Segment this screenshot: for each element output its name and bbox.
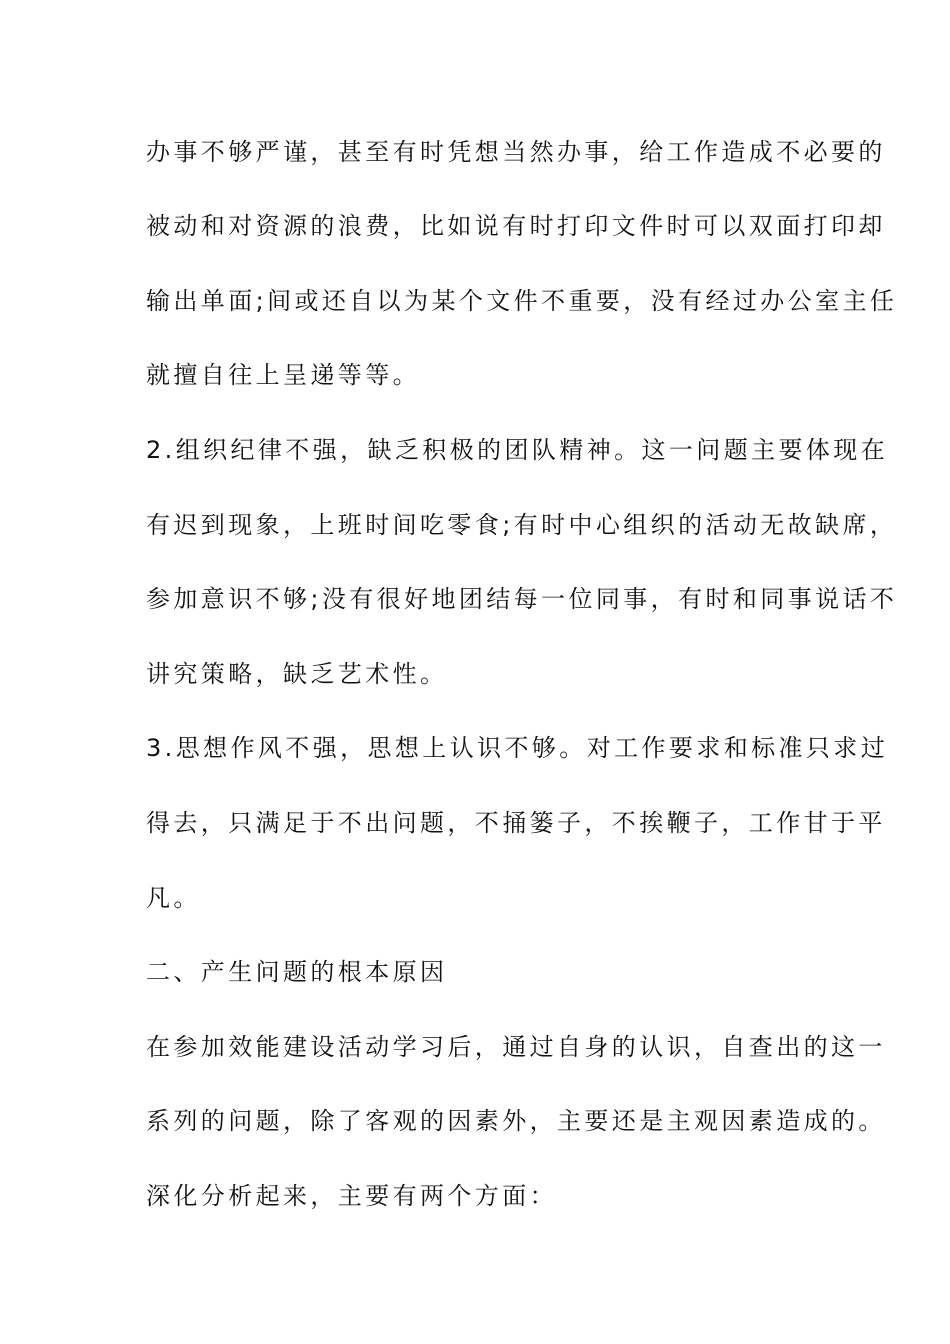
text-line: 系列的问题，除了客观的因素外，主要还是主观因素造成的。 (146, 1107, 886, 1135)
text-line: 讲究策略，缺乏艺术性。 (146, 660, 448, 688)
text-line: 参加意识不够;没有很好地团结每一位同事，有时和同事说话不 (146, 585, 898, 613)
text-line: 就擅自往上呈递等等。 (146, 361, 420, 389)
text-line: 2.组织纪律不强，缺乏积极的团队精神。这一问题主要体现在 (146, 436, 889, 464)
text-line: 深化分析起来，主要有两个方面： (146, 1182, 557, 1210)
text-line: 被动和对资源的浪费，比如说有时打印文件时可以双面打印却 (146, 212, 886, 240)
text-line: 3.思想作风不强，思想上认识不够。对工作要求和标准只求过 (146, 734, 889, 762)
text-line: 有迟到现象，上班时间吃零食;有时中心组织的活动无故缺席， (146, 511, 898, 539)
text-line: 在参加效能建设活动学习后，通过自身的认识，自查出的这一 (146, 1033, 886, 1061)
text-line: 输出单面;间或还自以为某个文件不重要，没有经过办公室主任 (146, 287, 898, 315)
text-line: 得去，只满足于不出问题，不捅篓子，不挨鞭子，工作甘于平 (146, 809, 886, 837)
section-heading: 二、产生问题的根本原因 (146, 958, 448, 986)
text-line: 办事不够严谨，甚至有时凭想当然办事，给工作造成不必要的 (146, 138, 886, 166)
text-line: 凡。 (146, 884, 201, 912)
